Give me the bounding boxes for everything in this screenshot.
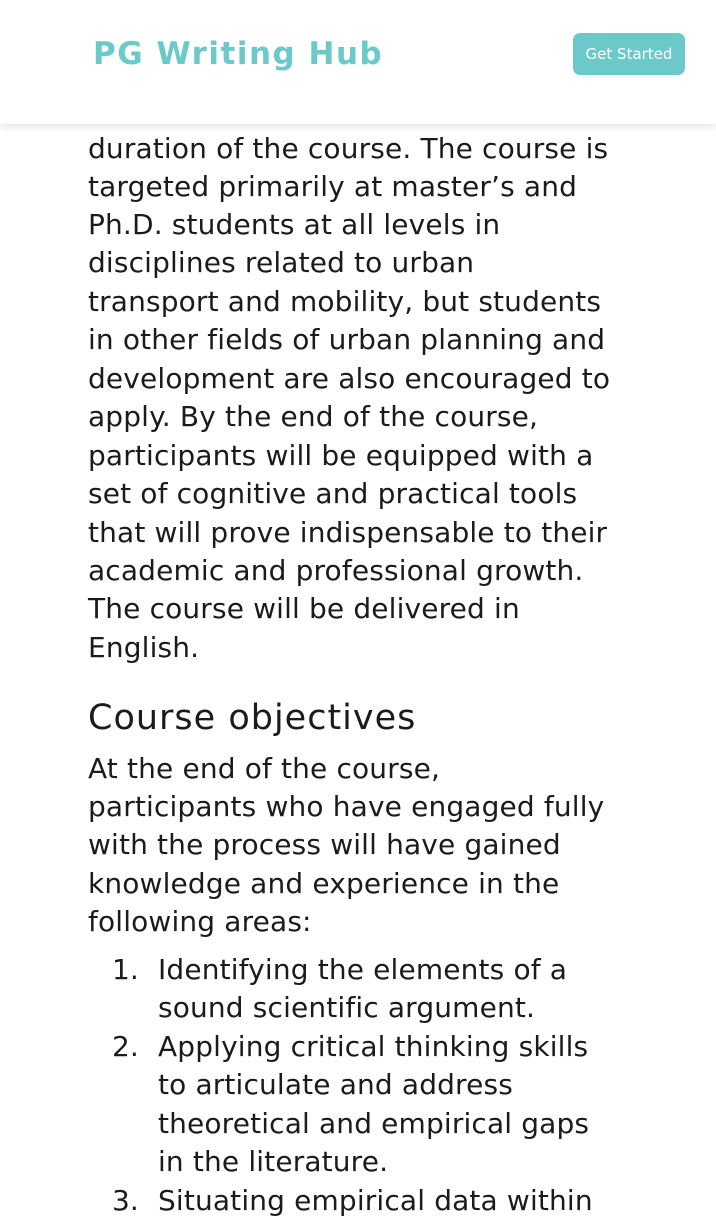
list-item-line: sound scientific argument. [158,991,536,1024]
list-item-line: Situating empirical data within [158,1184,593,1217]
paragraph-line: apply. By the end of the course, [88,400,539,433]
paragraph-line: duration of the course. The course is [88,132,609,165]
paragraph-line: in other fields of urban planning and [88,323,606,356]
paragraph-line: participants who have engaged fully [88,790,605,823]
list-item-line: in the literature. [158,1145,389,1178]
paragraph-line: with the process will have gained [88,828,561,861]
paragraph-line: At the end of the course, [88,752,441,785]
list-item-number: 2. [112,1030,139,1063]
paragraph-line: development are also encouraged to [88,362,611,395]
list-item-line: to articulate and address [158,1068,513,1101]
paragraph-line: targeted primarily at master’s and [88,170,578,203]
paragraph-line: that will prove indispensable to their [88,516,608,549]
list-item-line: Identifying the elements of a [158,953,568,986]
list-item-number: 3. [112,1184,139,1217]
paragraph-line: Ph.D. students at all levels in [88,208,501,241]
site-header [0,0,716,124]
section-heading: Course objectives [88,698,417,738]
list-item-number: 1. [112,953,139,986]
paragraph-line: following areas: [88,905,312,938]
get-started-button[interactable]: Get Started [573,33,685,75]
paragraph-line: academic and professional growth. [88,554,584,587]
paragraph-line: transport and mobility, but students [88,285,602,318]
paragraph-line: knowledge and experience in the [88,867,560,900]
list-item-line: theoretical and empirical gaps [158,1107,590,1140]
paragraph-line: set of cognitive and practical tools [88,477,578,510]
paragraph-line: disciplines related to urban [88,246,475,279]
list-item-line: Applying critical thinking skills [158,1030,589,1063]
paragraph-line: participants will be equipped with a [88,439,594,472]
paragraph-line: English. [88,631,200,664]
paragraph-line: The course will be delivered in [88,592,520,625]
site-logo[interactable]: PG Writing Hub [93,36,384,72]
